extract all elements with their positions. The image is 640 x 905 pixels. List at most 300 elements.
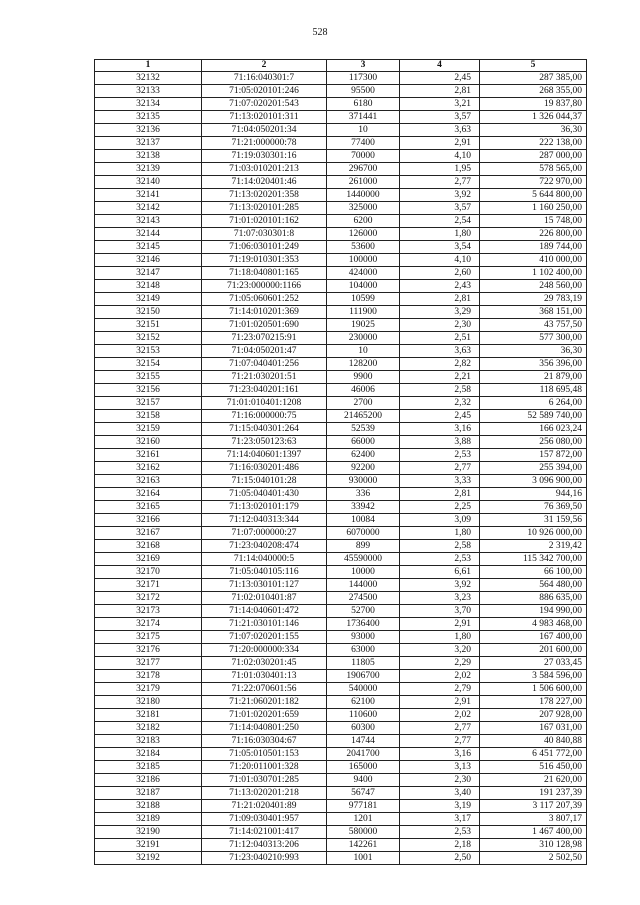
table-row	[95, 748, 587, 761]
cell-cadastral-number: 71:05:010501:153	[202, 748, 327, 761]
cell-row-number: 32144	[95, 228, 202, 241]
cell-rate: 3,23	[400, 592, 480, 605]
cell-cadastral-value: 52 589 740,00	[480, 410, 587, 423]
table-row	[95, 202, 587, 215]
cell-row-number: 32162	[95, 462, 202, 475]
cell-cadastral-number: 71:14:010201:369	[202, 306, 327, 319]
cell-area: 128200	[327, 358, 400, 371]
cell-cadastral-value: 1 160 250,00	[480, 202, 587, 215]
cell-cadastral-value: 578 565,00	[480, 163, 587, 176]
cell-area: 62100	[327, 696, 400, 709]
cell-row-number: 32178	[95, 670, 202, 683]
cell-rate: 3,88	[400, 436, 480, 449]
cell-rate: 3,09	[400, 514, 480, 527]
cell-rate: 2,25	[400, 501, 480, 514]
cell-row-number: 32149	[95, 293, 202, 306]
cell-row-number: 32137	[95, 137, 202, 150]
table-row	[95, 813, 587, 826]
cell-cadastral-value: 43 757,50	[480, 319, 587, 332]
cell-cadastral-value: 118 695,48	[480, 384, 587, 397]
table-row	[95, 163, 587, 176]
cell-cadastral-number: 71:04:050201:47	[202, 345, 327, 358]
cell-area: 230000	[327, 332, 400, 345]
cell-area: 10	[327, 124, 400, 137]
cell-cadastral-number: 71:04:050201:34	[202, 124, 327, 137]
cell-rate: 4,10	[400, 150, 480, 163]
table-row	[95, 579, 587, 592]
cell-rate: 3,13	[400, 761, 480, 774]
cell-cadastral-value: 287 000,00	[480, 150, 587, 163]
cell-cadastral-value: 3 807,17	[480, 813, 587, 826]
cell-rate: 2,21	[400, 371, 480, 384]
cell-rate: 3,63	[400, 124, 480, 137]
cell-area: 371441	[327, 111, 400, 124]
cell-row-number: 32132	[95, 72, 202, 85]
cell-row-number: 32142	[95, 202, 202, 215]
cell-cadastral-number: 71:23:050123:63	[202, 436, 327, 449]
cell-row-number: 32173	[95, 605, 202, 618]
cell-cadastral-number: 71:19:030301:16	[202, 150, 327, 163]
cell-cadastral-value: 268 355,00	[480, 85, 587, 98]
cell-area: 14744	[327, 735, 400, 748]
cell-cadastral-number: 71:14:040801:250	[202, 722, 327, 735]
cell-area: 10	[327, 345, 400, 358]
cell-row-number: 32186	[95, 774, 202, 787]
cell-cadastral-number: 71:01:030401:13	[202, 670, 327, 683]
header-row	[95, 60, 587, 72]
cell-cadastral-value: 194 990,00	[480, 605, 587, 618]
cell-cadastral-value: 10 926 000,00	[480, 527, 587, 540]
cell-cadastral-value: 31 159,56	[480, 514, 587, 527]
table-row	[95, 150, 587, 163]
table-row	[95, 566, 587, 579]
cell-rate: 1,80	[400, 631, 480, 644]
cell-area: 296700	[327, 163, 400, 176]
cell-cadastral-value: 310 128,98	[480, 839, 587, 852]
table-row	[95, 774, 587, 787]
table-row	[95, 657, 587, 670]
cell-row-number: 32167	[95, 527, 202, 540]
cell-area: 930000	[327, 475, 400, 488]
cell-area: 19025	[327, 319, 400, 332]
cell-rate: 3,17	[400, 813, 480, 826]
cell-row-number: 32133	[95, 85, 202, 98]
cell-cadastral-number: 71:13:020101:179	[202, 501, 327, 514]
cell-cadastral-number: 71:01:010401:1208	[202, 397, 327, 410]
cell-cadastral-number: 71:07:030301:8	[202, 228, 327, 241]
cell-rate: 2,58	[400, 384, 480, 397]
cell-area: 1906700	[327, 670, 400, 683]
cell-cadastral-value: 189 744,00	[480, 241, 587, 254]
cell-row-number: 32171	[95, 579, 202, 592]
cell-rate: 2,32	[400, 397, 480, 410]
table-row	[95, 605, 587, 618]
cell-row-number: 32139	[95, 163, 202, 176]
cell-row-number: 32190	[95, 826, 202, 839]
cell-row-number: 32160	[95, 436, 202, 449]
cell-row-number: 32151	[95, 319, 202, 332]
cell-row-number: 32152	[95, 332, 202, 345]
table-row	[95, 306, 587, 319]
cell-rate: 2,58	[400, 540, 480, 553]
cell-row-number: 32182	[95, 722, 202, 735]
cell-row-number: 32134	[95, 98, 202, 111]
cell-rate: 3,29	[400, 306, 480, 319]
cell-row-number: 32181	[95, 709, 202, 722]
cell-rate: 3,33	[400, 475, 480, 488]
cell-cadastral-number: 71:12:040313:206	[202, 839, 327, 852]
cell-row-number: 32185	[95, 761, 202, 774]
cell-row-number: 32170	[95, 566, 202, 579]
cell-row-number: 32145	[95, 241, 202, 254]
table-row	[95, 345, 587, 358]
cell-cadastral-value: 1 102 400,00	[480, 267, 587, 280]
cell-row-number: 32148	[95, 280, 202, 293]
cell-area: 144000	[327, 579, 400, 592]
cell-cadastral-number: 71:07:000000:27	[202, 527, 327, 540]
cell-rate: 3,70	[400, 605, 480, 618]
cell-rate: 2,02	[400, 670, 480, 683]
cell-row-number: 32155	[95, 371, 202, 384]
cell-area: 899	[327, 540, 400, 553]
cell-area: 336	[327, 488, 400, 501]
cell-rate: 3,16	[400, 423, 480, 436]
cell-row-number: 32138	[95, 150, 202, 163]
cell-cadastral-value: 564 480,00	[480, 579, 587, 592]
cell-rate: 3,57	[400, 202, 480, 215]
cell-cadastral-number: 71:09:030401:957	[202, 813, 327, 826]
cell-row-number: 32141	[95, 189, 202, 202]
table-row	[95, 384, 587, 397]
cell-row-number: 32184	[95, 748, 202, 761]
table-row	[95, 800, 587, 813]
table-row	[95, 787, 587, 800]
cell-area: 540000	[327, 683, 400, 696]
cell-area: 62400	[327, 449, 400, 462]
cell-rate: 2,82	[400, 358, 480, 371]
cell-rate: 3,16	[400, 748, 480, 761]
cell-area: 70000	[327, 150, 400, 163]
cell-area: 93000	[327, 631, 400, 644]
cell-rate: 3,92	[400, 579, 480, 592]
cell-cadastral-number: 71:21:000000:78	[202, 137, 327, 150]
cell-row-number: 32140	[95, 176, 202, 189]
cell-rate: 2,29	[400, 657, 480, 670]
cell-row-number: 32164	[95, 488, 202, 501]
table-row	[95, 644, 587, 657]
cell-row-number: 32165	[95, 501, 202, 514]
cell-area: 21465200	[327, 410, 400, 423]
cell-area: 165000	[327, 761, 400, 774]
cell-cadastral-value: 722 970,00	[480, 176, 587, 189]
cell-cadastral-number: 71:14:020401:46	[202, 176, 327, 189]
cell-rate: 3,40	[400, 787, 480, 800]
cell-cadastral-value: 207 928,00	[480, 709, 587, 722]
cell-row-number: 32158	[95, 410, 202, 423]
cell-rate: 3,20	[400, 644, 480, 657]
cell-cadastral-number: 71:05:060601:252	[202, 293, 327, 306]
table-row	[95, 215, 587, 228]
cell-cadastral-value: 6 451 772,00	[480, 748, 587, 761]
cell-cadastral-value: 4 983 468,00	[480, 618, 587, 631]
table-row	[95, 709, 587, 722]
cell-cadastral-value: 222 138,00	[480, 137, 587, 150]
cell-cadastral-number: 71:06:030101:249	[202, 241, 327, 254]
cell-rate: 2,53	[400, 449, 480, 462]
table-row	[95, 410, 587, 423]
cell-rate: 4,10	[400, 254, 480, 267]
cell-cadastral-value: 201 600,00	[480, 644, 587, 657]
cell-rate: 2,02	[400, 709, 480, 722]
cell-rate: 3,54	[400, 241, 480, 254]
cell-cadastral-value: 36,30	[480, 124, 587, 137]
table-body	[95, 72, 587, 865]
cell-rate: 2,30	[400, 774, 480, 787]
cell-row-number: 32187	[95, 787, 202, 800]
cell-rate: 2,77	[400, 722, 480, 735]
cell-cadastral-value: 178 227,00	[480, 696, 587, 709]
cell-area: 126000	[327, 228, 400, 241]
cell-area: 95500	[327, 85, 400, 98]
cell-area: 11805	[327, 657, 400, 670]
cell-rate: 2,91	[400, 618, 480, 631]
cell-row-number: 32177	[95, 657, 202, 670]
cell-row-number: 32157	[95, 397, 202, 410]
table-row	[95, 722, 587, 735]
cell-rate: 2,60	[400, 267, 480, 280]
cell-cadastral-number: 71:02:010401:87	[202, 592, 327, 605]
cell-cadastral-number: 71:13:030101:127	[202, 579, 327, 592]
cell-rate: 1,80	[400, 527, 480, 540]
cell-cadastral-value: 255 394,00	[480, 462, 587, 475]
cell-area: 52700	[327, 605, 400, 618]
cell-rate: 1,95	[400, 163, 480, 176]
cell-cadastral-number: 71:14:040000:5	[202, 553, 327, 566]
cell-cadastral-value: 6 264,00	[480, 397, 587, 410]
cell-cadastral-number: 71:13:020101:311	[202, 111, 327, 124]
cell-cadastral-number: 71:07:020201:543	[202, 98, 327, 111]
cell-row-number: 32180	[95, 696, 202, 709]
cell-rate: 2,77	[400, 462, 480, 475]
cell-cadastral-value: 368 151,00	[480, 306, 587, 319]
cell-rate: 2,45	[400, 72, 480, 85]
cell-area: 117300	[327, 72, 400, 85]
cell-cadastral-number: 71:21:020401:89	[202, 800, 327, 813]
table-row	[95, 592, 587, 605]
table-row	[95, 332, 587, 345]
cell-cadastral-value: 410 000,00	[480, 254, 587, 267]
cell-cadastral-value: 157 872,00	[480, 449, 587, 462]
cell-cadastral-value: 3 117 207,39	[480, 800, 587, 813]
cell-cadastral-number: 71:15:040101:28	[202, 475, 327, 488]
cell-cadastral-value: 29 783,19	[480, 293, 587, 306]
table-row	[95, 475, 587, 488]
cell-area: 10599	[327, 293, 400, 306]
cell-rate: 2,77	[400, 735, 480, 748]
table-row	[95, 527, 587, 540]
table-row	[95, 397, 587, 410]
cell-cadastral-value: 167 400,00	[480, 631, 587, 644]
cell-cadastral-value: 226 800,00	[480, 228, 587, 241]
cell-rate: 3,57	[400, 111, 480, 124]
table-row	[95, 761, 587, 774]
column-header-3: 3	[327, 60, 400, 72]
cell-rate: 2,81	[400, 85, 480, 98]
cell-rate: 2,53	[400, 553, 480, 566]
cell-cadastral-value: 76 369,50	[480, 501, 587, 514]
cell-cadastral-number: 71:21:030101:146	[202, 618, 327, 631]
cell-cadastral-value: 3 096 900,00	[480, 475, 587, 488]
cell-area: 6180	[327, 98, 400, 111]
cell-cadastral-number: 71:07:020201:155	[202, 631, 327, 644]
cell-row-number: 32174	[95, 618, 202, 631]
table-row	[95, 293, 587, 306]
cell-cadastral-number: 71:05:020101:246	[202, 85, 327, 98]
cell-row-number: 32135	[95, 111, 202, 124]
cell-rate: 2,77	[400, 176, 480, 189]
cell-area: 56747	[327, 787, 400, 800]
column-header-5: 5	[480, 60, 587, 72]
table-row	[95, 696, 587, 709]
cell-rate: 2,81	[400, 293, 480, 306]
cell-cadastral-number: 71:12:040313:344	[202, 514, 327, 527]
cell-area: 9400	[327, 774, 400, 787]
cell-row-number: 32175	[95, 631, 202, 644]
cell-cadastral-number: 71:03:010201:213	[202, 163, 327, 176]
cell-area: 261000	[327, 176, 400, 189]
cell-cadastral-value: 167 031,00	[480, 722, 587, 735]
table-row	[95, 540, 587, 553]
cell-cadastral-number: 71:14:021001:417	[202, 826, 327, 839]
cell-cadastral-number: 71:22:070601:56	[202, 683, 327, 696]
cell-cadastral-value: 256 080,00	[480, 436, 587, 449]
cell-row-number: 32156	[95, 384, 202, 397]
table-row	[95, 98, 587, 111]
cell-area: 1001	[327, 852, 400, 865]
cell-cadastral-value: 356 396,00	[480, 358, 587, 371]
cell-area: 1440000	[327, 189, 400, 202]
cell-area: 9900	[327, 371, 400, 384]
cell-cadastral-value: 21 620,00	[480, 774, 587, 787]
cell-cadastral-value: 21 879,00	[480, 371, 587, 384]
cell-area: 63000	[327, 644, 400, 657]
table-row	[95, 72, 587, 85]
cell-area: 46006	[327, 384, 400, 397]
cell-rate: 2,91	[400, 137, 480, 150]
table-row	[95, 449, 587, 462]
cell-cadastral-number: 71:14:040601:472	[202, 605, 327, 618]
cell-cadastral-value: 66 100,00	[480, 566, 587, 579]
cell-area: 10000	[327, 566, 400, 579]
cell-rate: 3,19	[400, 800, 480, 813]
cell-row-number: 32188	[95, 800, 202, 813]
cell-cadastral-value: 1 506 600,00	[480, 683, 587, 696]
table-row	[95, 423, 587, 436]
cell-area: 60300	[327, 722, 400, 735]
cell-cadastral-number: 71:23:040201:161	[202, 384, 327, 397]
table-row	[95, 631, 587, 644]
cell-cadastral-number: 71:15:040301:264	[202, 423, 327, 436]
table-row	[95, 254, 587, 267]
cell-cadastral-number: 71:23:000000:1166	[202, 280, 327, 293]
cell-area: 66000	[327, 436, 400, 449]
cell-cadastral-value: 166 023,24	[480, 423, 587, 436]
table-row	[95, 280, 587, 293]
cell-cadastral-value: 886 635,00	[480, 592, 587, 605]
cell-cadastral-value: 191 237,39	[480, 787, 587, 800]
cell-area: 6200	[327, 215, 400, 228]
cell-row-number: 32143	[95, 215, 202, 228]
cell-cadastral-number: 71:16:030304:67	[202, 735, 327, 748]
cell-cadastral-number: 71:01:020101:162	[202, 215, 327, 228]
cell-rate: 1,80	[400, 228, 480, 241]
cell-cadastral-number: 71:05:040401:430	[202, 488, 327, 501]
table-row	[95, 683, 587, 696]
cell-rate: 2,30	[400, 319, 480, 332]
cell-area: 33942	[327, 501, 400, 514]
table-row	[95, 839, 587, 852]
table-row	[95, 501, 587, 514]
cell-cadastral-value: 19 837,80	[480, 98, 587, 111]
cell-cadastral-value: 516 450,00	[480, 761, 587, 774]
cell-row-number: 32183	[95, 735, 202, 748]
cell-row-number: 32191	[95, 839, 202, 852]
cell-row-number: 32159	[95, 423, 202, 436]
cell-row-number: 32168	[95, 540, 202, 553]
column-header-4: 4	[400, 60, 480, 72]
cell-cadastral-number: 71:23:070215:91	[202, 332, 327, 345]
cell-cadastral-value: 2 502,50	[480, 852, 587, 865]
cell-row-number: 32172	[95, 592, 202, 605]
column-header-2: 2	[202, 60, 327, 72]
cell-cadastral-number: 71:14:040601:1397	[202, 449, 327, 462]
cell-rate: 3,63	[400, 345, 480, 358]
cell-row-number: 32176	[95, 644, 202, 657]
cell-area: 1201	[327, 813, 400, 826]
cell-rate: 2,81	[400, 488, 480, 501]
cell-row-number: 32150	[95, 306, 202, 319]
table-row	[95, 124, 587, 137]
cell-cadastral-number: 71:13:020201:218	[202, 787, 327, 800]
cell-area: 100000	[327, 254, 400, 267]
cell-cadastral-value: 115 342 700,00	[480, 553, 587, 566]
cell-rate: 2,91	[400, 696, 480, 709]
cell-area: 111900	[327, 306, 400, 319]
cell-rate: 2,43	[400, 280, 480, 293]
cell-row-number: 32153	[95, 345, 202, 358]
cell-cadastral-value: 3 584 596,00	[480, 670, 587, 683]
cell-area: 2700	[327, 397, 400, 410]
cell-cadastral-number: 71:21:060201:182	[202, 696, 327, 709]
cell-cadastral-value: 15 748,00	[480, 215, 587, 228]
cell-row-number: 32169	[95, 553, 202, 566]
table-row	[95, 137, 587, 150]
table-row	[95, 189, 587, 202]
cell-cadastral-number: 71:13:020201:358	[202, 189, 327, 202]
cell-cadastral-number: 71:07:040401:256	[202, 358, 327, 371]
cell-cadastral-value: 1 326 044,37	[480, 111, 587, 124]
cell-cadastral-number: 71:01:030701:285	[202, 774, 327, 787]
cell-area: 52539	[327, 423, 400, 436]
cell-cadastral-number: 71:20:011001:328	[202, 761, 327, 774]
cell-cadastral-value: 5 644 800,00	[480, 189, 587, 202]
cell-area: 325000	[327, 202, 400, 215]
cell-rate: 2,79	[400, 683, 480, 696]
table-row	[95, 618, 587, 631]
cell-cadastral-value: 1 467 400,00	[480, 826, 587, 839]
table-row	[95, 462, 587, 475]
cell-cadastral-number: 71:16:000000:75	[202, 410, 327, 423]
